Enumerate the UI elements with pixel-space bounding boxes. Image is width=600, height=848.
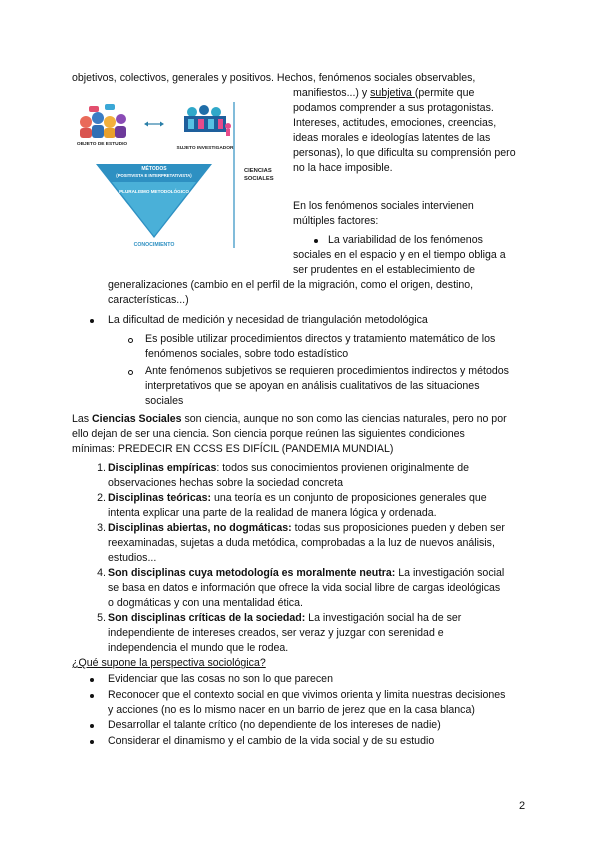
list-item-text: reexaminadas, sujetas a duda metódica, comprobadas a la luz de nuevos análisis,	[108, 537, 495, 549]
ring-bullet	[128, 338, 133, 343]
perspective-item-2	[108, 688, 505, 718]
list-number: 2.	[97, 492, 106, 504]
cs-line2: ello dejan de ser una ciencia. Son ciencia porque reúnen las siguientes condiciones	[72, 428, 465, 440]
bullet-dot	[90, 678, 94, 682]
sub-item-2	[145, 364, 509, 409]
list-item-text: se basa en datos e información que ofrece la vida social libre de cargas ideológicas	[108, 582, 501, 594]
list-number: 5.	[97, 612, 106, 624]
list-item-text: independiente de intereses creados, ser veraz y juzgar con serenidad e	[108, 627, 444, 639]
page-number: 2	[519, 800, 526, 812]
question-heading: ¿Qué supone la perspectiva sociológica?	[72, 657, 266, 669]
list-item-text: todas sus proposiciones pueden y deben ser	[291, 522, 505, 534]
side-line1-post: (permite que	[414, 87, 475, 99]
cs-post: son ciencia, aunque no son como las ciencias naturales, pero no por	[181, 413, 507, 425]
sub1-line2: fenómenos sociales, sobre todo estadístico	[145, 348, 349, 360]
list-item	[72, 461, 532, 491]
people-group-icon	[77, 104, 127, 138]
factors-line1: En los fenómenos sociales intervienen	[293, 200, 474, 212]
list-item-title: Disciplinas teóricas:	[108, 492, 212, 504]
bidirectional-arrow-icon	[144, 122, 164, 127]
list-item-text: intenta explicar una parte de la realidad de manera lógica y ordenada.	[108, 507, 437, 519]
sub2-line1: Ante fenómenos subjetivos se requieren procedimientos indirectos y métodos	[145, 365, 509, 377]
subjective-paragraph	[293, 86, 533, 176]
side-line6: no la hace imposible.	[293, 162, 393, 174]
list-item	[72, 566, 532, 611]
ciencias-sociales-paragraph	[72, 412, 507, 457]
cs-bold: Ciencias Sociales	[92, 413, 182, 425]
objeto-label: OBJETO DE ESTUDIO	[76, 142, 128, 147]
q2-line1: Reconocer que el contexto social en que vivimos orienta y limita nuestras decisiones	[108, 689, 506, 701]
list-item-text: una teoría es un conjunto de proposiciones generales que	[211, 492, 487, 504]
list-item	[72, 521, 532, 566]
side-line4: ideas morales e ideologías latentes de las	[293, 132, 491, 144]
generalizations-text	[108, 278, 473, 308]
list-item-title: Disciplinas empíricas	[108, 462, 217, 474]
list-item-text: o dogmáticas y con una mentalidad ética.	[108, 597, 303, 609]
investigator-icon	[182, 104, 231, 136]
perspective-item-3: Desarrollar el talante crítico (no dependiente de los intereses de nadie)	[108, 719, 441, 731]
perspective-item-4: Considerar el dinamismo y el cambio de la vida social y de su estudio	[108, 735, 435, 747]
list-item-text: observaciones hechas sobre la sociedad concreta	[108, 477, 343, 489]
side-line2: podamos comprender a sus protagonistas.	[293, 102, 494, 114]
bullet-dot	[90, 740, 94, 744]
cs-line3: mínimas: PREDECIR EN CCSS ES DIFÍCIL (PANDEMIA MUNDIAL)	[72, 443, 394, 455]
list-item-title: Son disciplinas cuya metodología es moralmente neutra:	[108, 567, 396, 579]
list-item	[72, 491, 532, 521]
list-number: 1.	[97, 462, 106, 474]
list-item-title: Son disciplinas críticas de la sociedad:	[108, 612, 306, 624]
var-line1: La variabilidad de los fenómenos	[328, 234, 483, 246]
pluralismo-label: PLURALISMO METODOLÓGICO	[119, 189, 189, 194]
ciencias-sociales-label	[244, 167, 274, 183]
list-item	[72, 611, 532, 656]
side-line5: personas), lo que dificulta su comprensión pero	[293, 147, 516, 159]
conditions-list	[72, 461, 532, 656]
perspective-item-1: Evidenciar que las cosas no son lo que parecen	[108, 673, 333, 685]
ring-bullet	[128, 370, 133, 375]
cs-pre: Las	[72, 413, 93, 425]
sociales-word: SOCIALES	[244, 176, 274, 182]
intro-line: objetivos, colectivos, generales y positivos. Hechos, fenómenos sociales observables,	[72, 72, 476, 84]
diagram-svg	[72, 98, 242, 250]
sub-item-1	[145, 332, 495, 362]
metodos-sub-label: (POSITIVISTA E INTERPRETATIVISTA)	[116, 173, 192, 178]
list-item-text: independencia el mundo que le rodea.	[108, 642, 289, 654]
methodology-diagram	[72, 98, 242, 250]
medicion-item: La dificultad de medición y necesidad de triangulación metodológica	[108, 314, 428, 326]
list-item-text: La investigación social	[395, 567, 505, 579]
side-line3: Intereses, actitudes, emociones, creencias,	[293, 117, 497, 129]
sub1-line1: Es posible utilizar procedimientos directos y tratamiento matemático de los	[145, 333, 496, 345]
list-number: 4.	[97, 567, 106, 579]
ciencias-word: CIENCIAS	[244, 168, 272, 174]
list-item-text: La investigación social ha de ser	[305, 612, 462, 624]
factors-line2: múltiples factores:	[293, 215, 379, 227]
sujeto-label: SUJETO INVESTIGADOR	[176, 146, 234, 151]
bullet-dot	[90, 724, 94, 728]
gen-line1: generalizaciones (cambio en el perfil de la migración, como el origen, destino,	[108, 279, 474, 291]
bullet-dot	[90, 694, 94, 698]
q2-line2: y acciones (no es lo mismo nacer en un barrio de jerez que en la casa blanca)	[108, 704, 475, 716]
metodos-label: MÉTODOS	[141, 166, 167, 172]
side-line1-pre: manifiestos...) y	[293, 87, 371, 99]
factors-paragraph	[293, 199, 474, 229]
list-item-title: Disciplinas abiertas, no dogmáticas:	[108, 522, 292, 534]
sub2-line2: interpretativos que se apoyan en análisis cualitativos de las situaciones	[145, 380, 480, 392]
gen-line2: características...)	[108, 294, 189, 306]
list-number: 3.	[97, 522, 106, 534]
variability-item	[293, 233, 506, 278]
sub2-line3: sociales	[145, 395, 184, 407]
var-line2: sociales en el espacio y en el tiempo obliga a	[293, 249, 506, 261]
subjetiva-underlined: subjetiva	[370, 87, 415, 99]
conocimiento-label: CONOCIMIENTO	[133, 242, 175, 248]
list-item-text: : todos sus conocimientos provienen originalmente de	[216, 462, 469, 474]
bullet-dot	[90, 319, 94, 323]
var-line3: ser prudentes en el establecimiento de	[293, 264, 475, 276]
list-item-text: estudios...	[108, 552, 157, 564]
